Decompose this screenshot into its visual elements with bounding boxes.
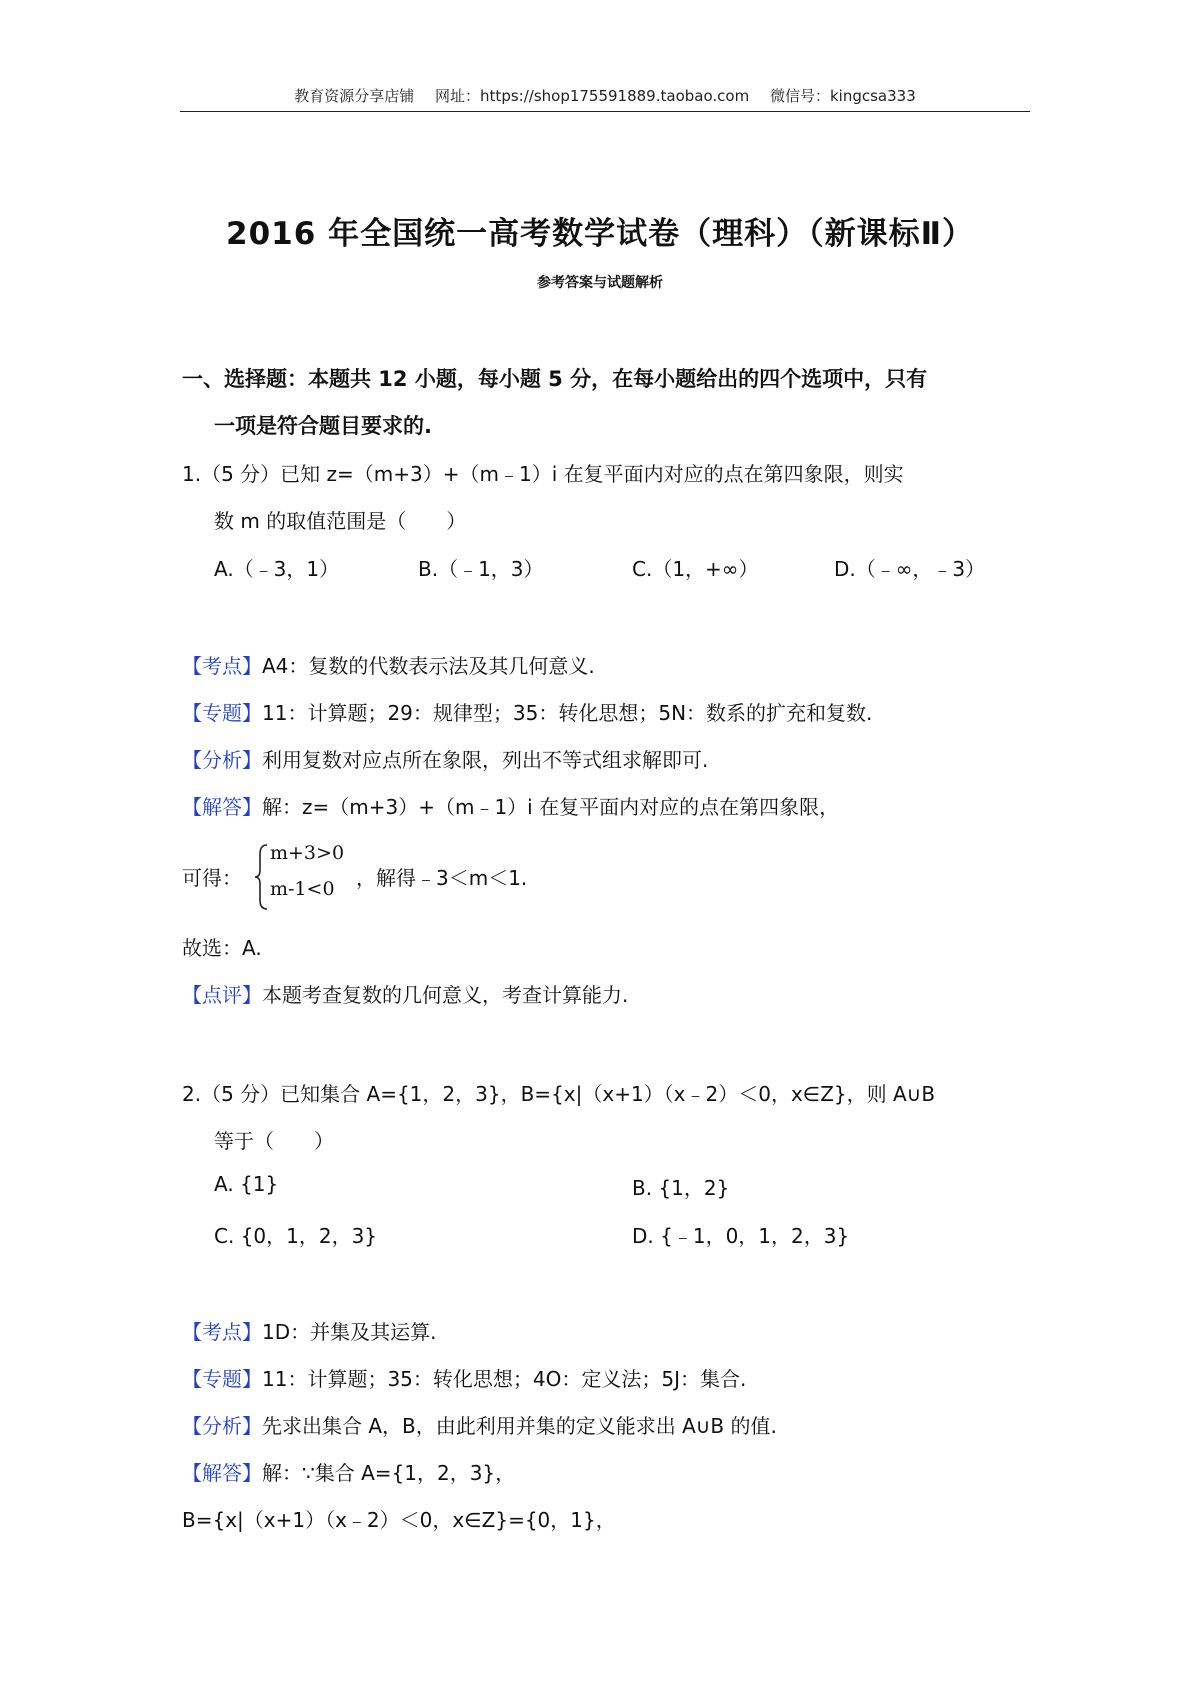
q2-kaodian [182, 1316, 436, 1345]
header-shop: 教育资源分享店铺 [294, 87, 415, 105]
fenxi-tag: 【分析】 [182, 748, 262, 772]
q2-option-a: A. {1} [214, 1172, 279, 1196]
q2-fenxi [182, 1410, 777, 1439]
section-heading-line1: 一、选择题：本题共 12 小题，每小题 5 分，在每小题给出的四个选项中，只有 [182, 367, 928, 391]
q1-option-d: D.（﹣∞，﹣3） [834, 557, 986, 581]
q1-stem-line2: 数 m 的取值范围是（ ） [214, 509, 467, 533]
jieda-tag: 【解答】 [182, 795, 262, 819]
jieda-tag: 【解答】 [182, 1461, 262, 1485]
q2-zhuanti-text: 11：计算题；35：转化思想；4O：定义法；5J：集合. [262, 1367, 747, 1391]
kaodian-tag: 【考点】 [182, 1320, 262, 1344]
q1-option-c: C.（1，+∞） [632, 557, 759, 581]
dianping-tag: 【点评】 [182, 983, 262, 1007]
inequality-2: m-1<0 [270, 878, 335, 900]
q1-zhuanti [182, 697, 872, 726]
inequality-1: m+3>0 [270, 842, 345, 864]
page-header [180, 85, 1030, 106]
q2-stem-line1: 2.（5 分）已知集合 A={1，2，3}，B={x|（x+1）（x﹣2）＜0，x∈Z}，则 A∪B [182, 1082, 936, 1106]
q1-stem-line1: 1.（5 分）已知 z=（m+3）+（m﹣1）i 在复平面内对应的点在第四象限，则实 [182, 462, 904, 486]
header-wechat-label: 微信号： [769, 87, 830, 105]
q1-fenxi-text: 利用复数对应点所在象限，列出不等式组求解即可. [262, 748, 709, 772]
q2-option-d: D. {﹣1，0，1，2，3} [632, 1224, 850, 1248]
q1-option-a: A.（﹣3，1） [214, 557, 340, 581]
left-brace-icon [254, 842, 270, 912]
page-title: 2016 年全国统一高考数学试卷（理科）（新课标Ⅱ） [226, 216, 974, 252]
q1-kaodian [182, 650, 595, 679]
q1-jieda-text: 解：z=（m+3）+（m﹣1）i 在复平面内对应的点在第四象限， [262, 795, 840, 819]
q2-fenxi-text: 先求出集合 A，B，由此利用并集的定义能求出 A∪B 的值. [262, 1414, 777, 1438]
q1-zhuanti-text: 11：计算题；29：规律型；35：转化思想；5N：数系的扩充和复数. [262, 701, 873, 725]
q2-stem-line2: 等于（ ） [214, 1129, 334, 1153]
q1-fenxi [182, 744, 708, 773]
section-heading-line2: 一项是符合题目要求的. [214, 414, 432, 438]
header-url-label: 网址： [435, 87, 481, 105]
q2-jieda [182, 1457, 515, 1486]
fenxi-tag: 【分析】 [182, 1414, 262, 1438]
q1-kaodian-text: A4：复数的代数表示法及其几何意义. [262, 654, 595, 678]
header-divider [180, 111, 1030, 112]
q1-guxuan: 故选：A. [182, 936, 262, 960]
q1-kede: 可得： [182, 866, 242, 890]
page-subtitle: 参考答案与试题解析 [537, 275, 663, 291]
q1-jiede: ，解得﹣3＜m＜1. [356, 866, 528, 890]
q2-option-c: C. {0，1，2，3} [214, 1224, 378, 1248]
q1-dianping [182, 979, 628, 1008]
q2-set-b-line: B={x|（x+1）（x﹣2）＜0，x∈Z}={0，1}， [182, 1508, 616, 1532]
zhuanti-tag: 【专题】 [182, 701, 262, 725]
q2-zhuanti [182, 1363, 746, 1392]
kaodian-tag: 【考点】 [182, 654, 262, 678]
q1-jieda [182, 791, 839, 820]
q2-kaodian-text: 1D：并集及其运算. [262, 1320, 437, 1344]
q1-dianping-text: 本题考查复数的几何意义，考查计算能力. [262, 983, 629, 1007]
q2-jieda-text: 解：∵集合 A={1，2，3}， [262, 1461, 516, 1485]
q1-option-b: B.（﹣1，3） [418, 557, 544, 581]
header-wechat: kingcsa333 [829, 87, 916, 105]
zhuanti-tag: 【专题】 [182, 1367, 262, 1391]
header-url[interactable]: https://shop175591889.taobao.com [480, 87, 750, 105]
q2-option-b: B. {1，2} [632, 1176, 730, 1200]
inequality-system [254, 842, 354, 912]
